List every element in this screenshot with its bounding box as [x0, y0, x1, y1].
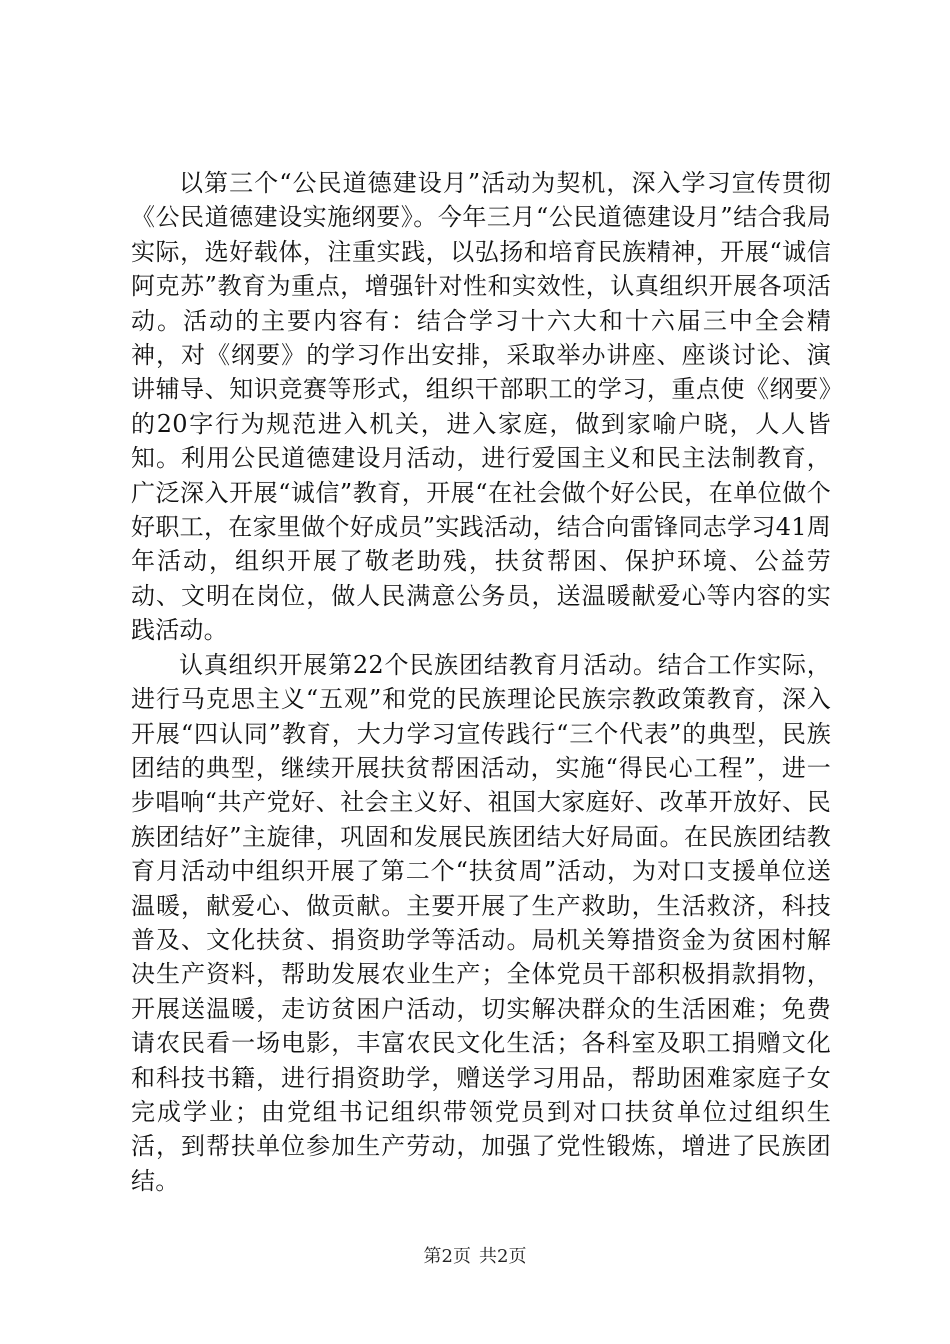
page-number: 第2页 [423, 1246, 471, 1267]
document-body [131, 166, 831, 1198]
page-total: 共2页 [479, 1246, 527, 1267]
paragraph-ethnic-unity-month: 认真组织开展第22个民族团结教育月活动。结合工作实际，进行马克思主义“五观”和党的民族理论民族宗教政策教育，深入开展“四认同”教育，大力学习宣传践行“三个代表”的典型，民族团结的典型，继续开展扶贫帮困活动，实施“得民心工程”，进一步唱响“共产党好、社会主义好、祖国大家庭好、改革开放好、民族团结好”主旋律，巩固和发展民族团结大好局面。在民族团结教育月活动中组织开展了第二个“扶贫周”活动，为对口支援单位送温暖，献爱心、做贡献。主要开展了生产救助，生活救济，科技普及、文化扶贫、捐资助学等活动。局机关筹措资金为贫困村解决生产资料，帮助发展农业生产；全体党员干部积极捐款捐物，开展送温暖，走访贫困户活动，切实解决群众的生活困难；免费请农民看一场电影，丰富农民文化生活；各科室及职工捐赠文化和科技书籍，进行捐资助学，赠送学习用品，帮助困难家庭子女完成学业；由党组书记组织带领党员到对口扶贫单位过组织生活，到帮扶单位参加生产劳动，加强了党性锻炼，增进了民族团结。 [131, 650, 831, 1195]
page-footer [0, 1245, 950, 1269]
paragraph-civic-morality-month: 以第三个“公民道德建设月”活动为契机，深入学习宣传贯彻《公民道德建设实施纲要》。今年三月“公民道德建设月”结合我局实际，选好载体，注重实践，以弘扬和培育民族精神，开展“诚信阿克苏”教育为重点，增强针对性和实效性，认真组织开展各项活动。活动的主要内容有：结合学习十六大和十六届三中全会精神，对《纲要》的学习作出安排，采取举办讲座、座谈讨论、演讲辅导、知识竞赛等形式，组织干部职工的学习，重点使《纲要》的20字行为规范进入机关，进入家庭，做到家喻户晓，人人皆知。利用公民道德建设月活动，进行爱国主义和民主法制教育，广泛深入开展“诚信”教育，开展“在社会做个好公民，在单位做个好职工，在家里做个好成员”实践活动，结合向雷锋同志学习41周年活动，组织开展了敬老助残，扶贫帮困、保护环境、公益劳动、文明在岗位，做人民满意公务员，送温暖献爱心等内容的实践活动。 [131, 169, 831, 645]
